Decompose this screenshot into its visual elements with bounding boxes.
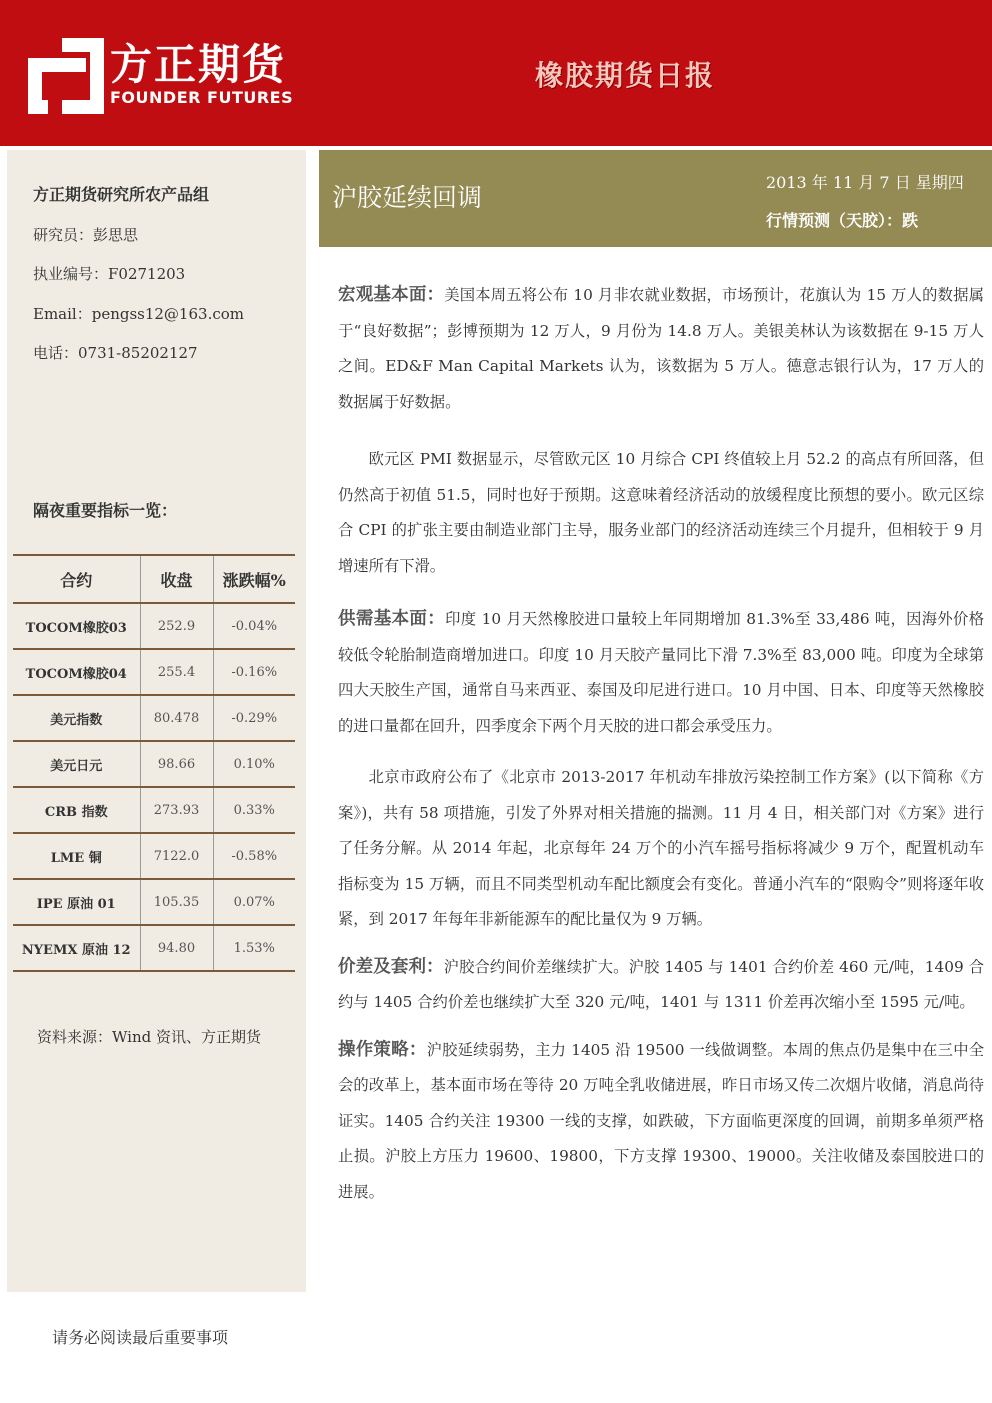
section-heading: 供需基本面： (338, 609, 446, 629)
table-row (13, 741, 295, 787)
table-row (13, 833, 295, 879)
column-header: 涨跌幅% (213, 555, 295, 603)
table-row (13, 925, 295, 971)
data-source: 资料来源：Wind 资讯、方正期货 (37, 1028, 261, 1046)
paragraph-text: 沪胶延续弱势，主力 1405 沿 19500 一线做调整。本周的焦点仍是集中在三中全会的改革上，基本面市场在等待 20 万吨全乳收储进展，昨日市场又传二次烟片收储，消息尚待证实。1405 合约关注 19300 一线的支撑，如跌破，下方面临更深度的回调，前期多单须严格止损。沪胶上方压力 19600、19800，下方支撑 19300、19000。关注收储及泰国胶进口的进展。 (338, 1040, 984, 1201)
contract-name: 美元日元 (13, 741, 140, 787)
paragraph-text: 欧元区 PMI 数据显示，尽管欧元区 10 月综合 CPI 终值较上月 52.2 的高点有所回落，但仍然高于初值 51.5，同时也好于预期。这意味着经济活动的放缓程度比预想的要小。欧元区综合 CPI 的扩张主要由制造业部门主导，服务业部门的经济活动连续三个月提升，但相较于 9 月增速所有下滑。 (338, 450, 984, 575)
change-percent: 0.07% (213, 879, 295, 925)
close-value: 255.4 (140, 649, 213, 695)
paragraph-text: 沪胶合约间价差继续扩大。沪胶 1405 与 1401 合约价差 460 元/吨，1409 合约与 1405 合约价差也继续扩大至 320 元/吨，1401 与 1311 价差再次缩小至 1595 元/吨。 (338, 957, 984, 1011)
license-number: 执业编号：F0271203 (33, 265, 186, 283)
spread-paragraph (338, 950, 984, 1021)
table-header-row (13, 555, 295, 603)
contract-name: TOCOM橡胶04 (13, 649, 140, 695)
article-body (338, 278, 984, 1210)
contract-name: 美元指数 (13, 695, 140, 741)
macro-paragraph (338, 278, 984, 420)
change-percent: -0.16% (213, 649, 295, 695)
close-value: 273.93 (140, 787, 213, 833)
section-heading: 操作策略： (338, 1039, 427, 1060)
change-percent: -0.04% (213, 603, 295, 649)
contract-name: NYEMX 原油 12 (13, 925, 140, 971)
founder-logo-icon (28, 38, 104, 114)
strategy-paragraph (338, 1033, 984, 1211)
brand-name-cn: 方正期货 (110, 40, 287, 89)
footer-notice: 请务必阅读最后重要事项 (52, 1328, 229, 1347)
paragraph-text: 北京市政府公布了《北京市 2013-2017 年机动车排放污染控制工作方案》(以下简称《方案》)，共有 58 项措施，引发了外界对相关措施的揣测。11 月 4 日，相关部门对《方案》进行了任务分解。从 2014 年起，北京每年 24 万个的小汽车摇号指标将减少 9 万个，配置机动车指标变为 15 万辆，而且不同类型机动车配比额度会有变化。普通小汽车的“限购令”则将逐年收紧，到 2017 年每年非新能源车的配比量仅为 9 万辆。 (338, 768, 984, 928)
report-header (0, 0, 992, 146)
indicators-table (13, 554, 295, 972)
close-value: 105.35 (140, 879, 213, 925)
supply-paragraph (338, 602, 984, 744)
change-percent: 0.33% (213, 787, 295, 833)
market-forecast: 行情预测（天胶）：跌 (766, 211, 919, 230)
table-row (13, 787, 295, 833)
sidebar (7, 150, 306, 1292)
table-row (13, 695, 295, 741)
table-row (13, 603, 295, 649)
close-value: 80.478 (140, 695, 213, 741)
close-value: 94.80 (140, 925, 213, 971)
report-date: 2013 年 11 月 7 日 星期四 (766, 173, 964, 192)
email: Email：pengss12@163.com (33, 305, 244, 323)
brand-name-en: FOUNDER FUTURES (110, 88, 294, 107)
change-percent: -0.29% (213, 695, 295, 741)
title-banner (319, 150, 992, 247)
column-header: 合约 (13, 555, 140, 603)
close-value: 252.9 (140, 603, 213, 649)
close-value: 7122.0 (140, 833, 213, 879)
change-percent: -0.58% (213, 833, 295, 879)
table-row (13, 879, 295, 925)
change-percent: 1.53% (213, 925, 295, 971)
section-heading: 宏观基本面： (338, 285, 445, 305)
paragraph-text: 美国本周五将公布 10 月非农就业数据，市场预计，花旗认为 15 万人的数据属于“良好数据”；彭博预期为 12 万人，9 月份为 14.8 万人。美银美林认为该数据在 9-15 万人之间。ED&F Man Capital Markets 认为，该数据为 5 万人。德意志银行认为，17 万人的数据属于好数据。 (338, 286, 984, 411)
change-percent: 0.10% (213, 741, 295, 787)
column-header: 收盘 (140, 555, 213, 603)
paragraph-text: 印度 10 月天然橡胶进口量较上年同期增加 81.3%至 33,486 吨，因海外价格较低令轮胎制造商增加进口。印度 10 月天胶产量同比下滑 7.3%至 83,000 吨。印度为全球第四大天胶生产国，通常自马来西亚、泰国及印尼进行进口。10 月中国、日本、印度等天然橡胶的进口量都在回升，四季度余下两个月天胶的进口都会承受压力。 (338, 610, 985, 735)
close-value: 98.66 (140, 741, 213, 787)
phone: 电话：0731-85202127 (33, 344, 198, 362)
report-title: 橡胶期货日报 (535, 59, 716, 92)
section-heading: 价差及套利： (338, 956, 444, 977)
indicators-title: 隔夜重要指标一览： (33, 501, 178, 520)
researcher: 研究员：彭思思 (33, 226, 139, 244)
research-group: 方正期货研究所农产品组 (33, 185, 210, 204)
contract-name: TOCOM橡胶03 (13, 603, 140, 649)
report-headline: 沪胶延续回调 (332, 183, 483, 212)
table-row (13, 649, 295, 695)
contract-name: IPE 原油 01 (13, 879, 140, 925)
contract-name: LME 铜 (13, 833, 140, 879)
contract-name: CRB 指数 (13, 787, 140, 833)
